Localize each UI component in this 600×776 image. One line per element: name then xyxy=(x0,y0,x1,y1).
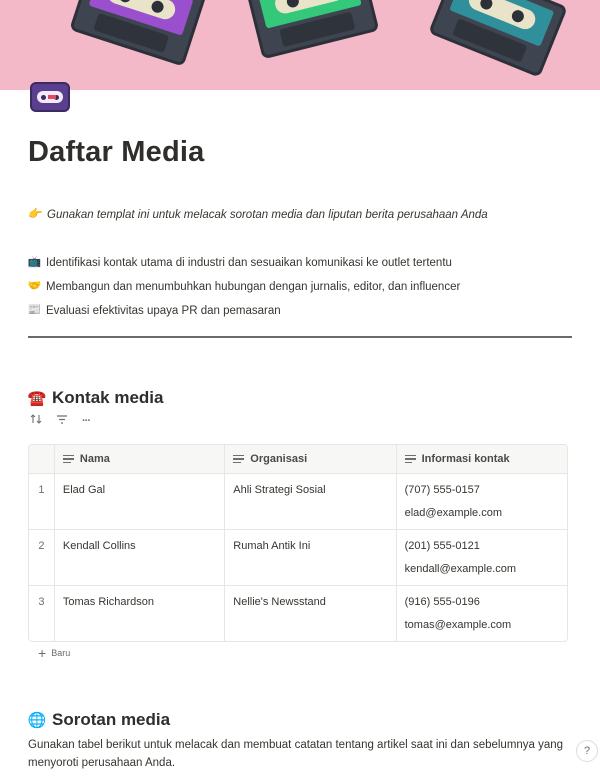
contact-phone: (707) 555-0157 xyxy=(404,484,480,496)
benefit-item xyxy=(28,304,281,317)
cell-name[interactable]: Elad Gal xyxy=(54,474,224,529)
contact-email: kendall@example.com xyxy=(404,562,517,575)
divider xyxy=(28,336,572,338)
text-property-icon xyxy=(405,455,416,463)
table-header-row xyxy=(29,445,567,473)
section-heading-kontak-media xyxy=(28,388,163,408)
page-title[interactable]: Daftar Media xyxy=(28,136,205,168)
add-new-row-button[interactable] xyxy=(38,646,70,660)
tv-icon: 📺 xyxy=(27,256,42,268)
help-button[interactable]: ? xyxy=(576,740,598,762)
database-toolbar xyxy=(30,414,90,427)
newspaper-icon: 📰 xyxy=(27,304,42,316)
column-header-nama[interactable]: Nama xyxy=(54,445,224,473)
benefit-text: Evaluasi efektivitas upaya PR dan pemasaran xyxy=(46,304,281,317)
benefit-text: Identifikasi kontak utama di industri dan sesuaikan komunikasi ke outlet tertentu xyxy=(46,256,452,269)
contacts-table xyxy=(28,444,568,642)
section-title: Kontak media xyxy=(52,388,164,407)
contact-phone: (916) 555-0196 xyxy=(404,596,480,608)
add-new-row-label: Baru xyxy=(51,648,71,658)
cassette-tape-teal xyxy=(428,0,568,78)
cell-name[interactable]: Kendall Collins xyxy=(54,530,224,585)
telephone-icon: ☎️ xyxy=(27,389,47,407)
intro-callout-text: Gunakan templat ini untuk melacak sorotan media dan liputan berita perusahaan Anda xyxy=(47,208,488,221)
row-number: 1 xyxy=(38,484,45,496)
cassette-tape-green xyxy=(245,0,380,59)
text-property-icon xyxy=(233,455,244,463)
benefit-text: Membangun dan menumbuhkan hubungan dengan jurnalis, editor, dan influencer xyxy=(46,280,461,293)
benefit-item xyxy=(28,256,452,269)
text-property-icon xyxy=(63,455,74,463)
row-number: 3 xyxy=(38,596,45,608)
more-options-icon[interactable]: ··· xyxy=(82,414,90,427)
contact-email: elad@example.com xyxy=(404,506,503,519)
handshake-icon: 🤝 xyxy=(27,280,42,292)
table-row[interactable] xyxy=(29,473,567,529)
sort-icon[interactable] xyxy=(30,414,42,427)
contact-phone: (201) 555-0121 xyxy=(404,540,480,552)
intro-callout xyxy=(28,208,488,221)
cell-organization[interactable]: Rumah Antik Ini xyxy=(224,530,395,585)
row-number-header xyxy=(29,445,54,473)
cassette-tape-purple xyxy=(69,0,207,67)
table-row[interactable] xyxy=(29,529,567,585)
contact-email: tomas@example.com xyxy=(404,618,512,631)
column-header-informasi-kontak[interactable]: Informasi kontak xyxy=(396,445,567,473)
cell-contact-info[interactable] xyxy=(396,586,567,641)
plus-icon: + xyxy=(38,645,47,661)
pointing-hand-icon: 👉 xyxy=(27,208,42,220)
cell-contact-info[interactable] xyxy=(396,530,567,585)
row-number: 2 xyxy=(38,540,45,552)
section-description: Gunakan tabel berikut untuk melacak dan membuat catatan tentang artikel saat ini dan sebelumnya yang menyoroti perusahaan Anda. xyxy=(28,739,564,769)
cell-organization[interactable]: Ahli Strategi Sosial xyxy=(224,474,395,529)
column-header-organisasi[interactable]: Organisasi xyxy=(224,445,395,473)
section-heading-sorotan-media xyxy=(28,710,170,730)
cell-organization[interactable]: Nellie's Newsstand xyxy=(224,586,395,641)
filter-icon[interactable] xyxy=(56,415,68,427)
globe-icon: 🌐 xyxy=(27,711,47,729)
page-icon-vhs-tape[interactable] xyxy=(30,82,70,112)
table-row[interactable] xyxy=(29,585,567,641)
cell-name[interactable]: Tomas Richardson xyxy=(54,586,224,641)
cell-contact-info[interactable] xyxy=(396,474,567,529)
cover-image xyxy=(0,0,600,90)
section-title: Sorotan media xyxy=(52,710,171,729)
benefit-item xyxy=(28,280,460,293)
